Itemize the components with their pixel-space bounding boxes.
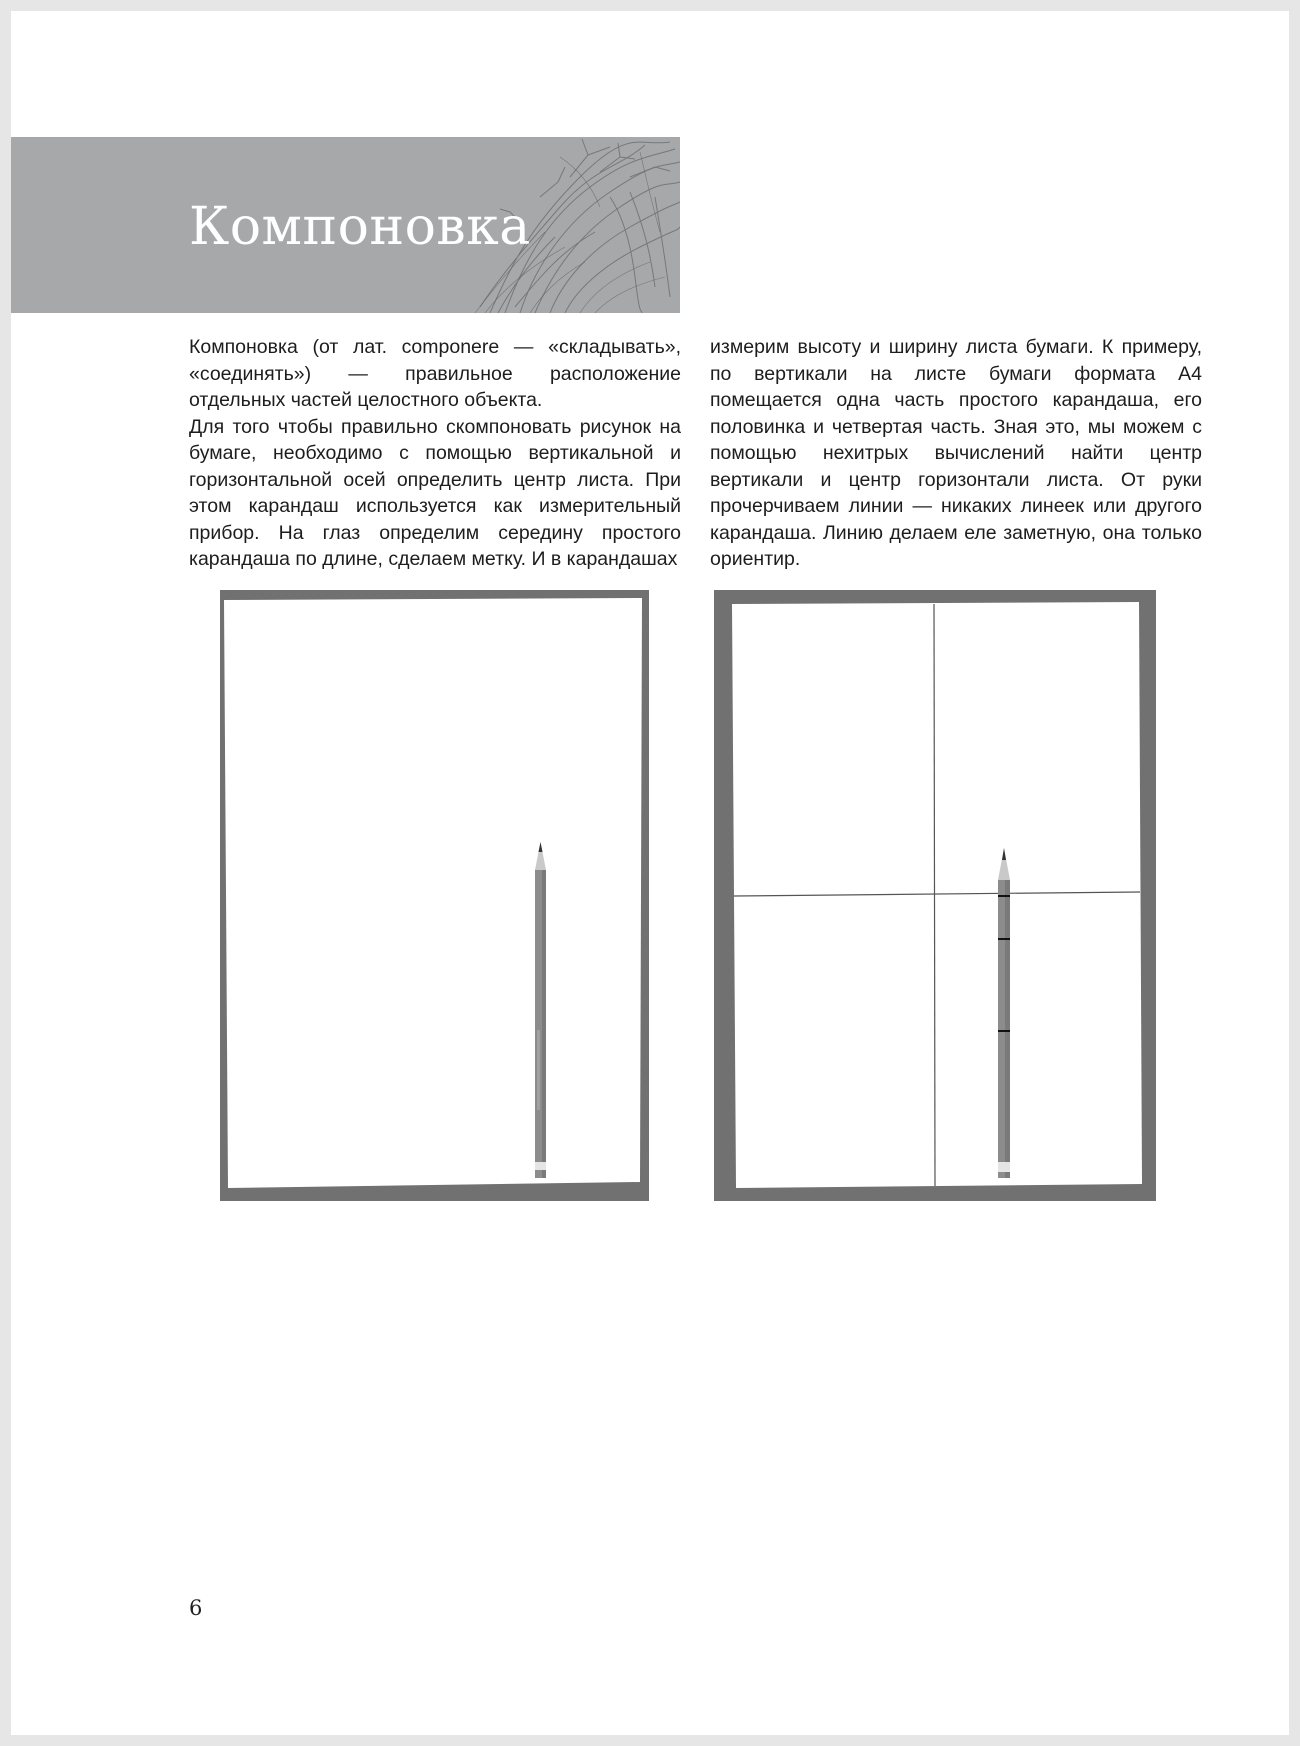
paper-sheet	[224, 598, 642, 1188]
text-column-right	[710, 334, 1202, 573]
chapter-banner	[11, 137, 680, 313]
paper-with-axes-and-pencil-photo	[714, 590, 1156, 1201]
pencil-icon	[535, 842, 546, 1178]
chapter-title: Компоновка	[189, 197, 531, 257]
book-page	[11, 11, 1289, 1735]
page-number: 6	[189, 1596, 203, 1620]
paragraph-definition: Компоновка (от лат. componere — «складывать», «соединять») — правильное расположение отдельных частей целостного объекта.	[189, 336, 681, 411]
paragraph-method: Для того чтобы правильно скомпоновать рисунок на бумаге, необходимо с помощью вертикальной и горизонтальной осей определить центр листа. При этом карандаш используется как измерительный прибор. На глаз определим середину простого карандаша по длине, сделаем метку. И в карандашах	[189, 415, 681, 570]
blank-paper-with-pencil-photo	[220, 590, 649, 1201]
text-column-left	[189, 334, 681, 573]
paragraph-continuation: измерим высоту и ширину листа бумаги. К примеру, по вертикали на листе бумаги формата А4 помещается одна часть простого карандаша, его половинка и четвертая часть. Зная это, мы можем с помощью нехитрых вычислений найти центр вертикали и центр горизонтали листа. От руки прочерчиваем линии — никаких линеек или другого карандаша. Линию делаем еле заметную, она только ориентир.	[710, 336, 1202, 570]
pencil-icon	[998, 848, 1010, 1178]
